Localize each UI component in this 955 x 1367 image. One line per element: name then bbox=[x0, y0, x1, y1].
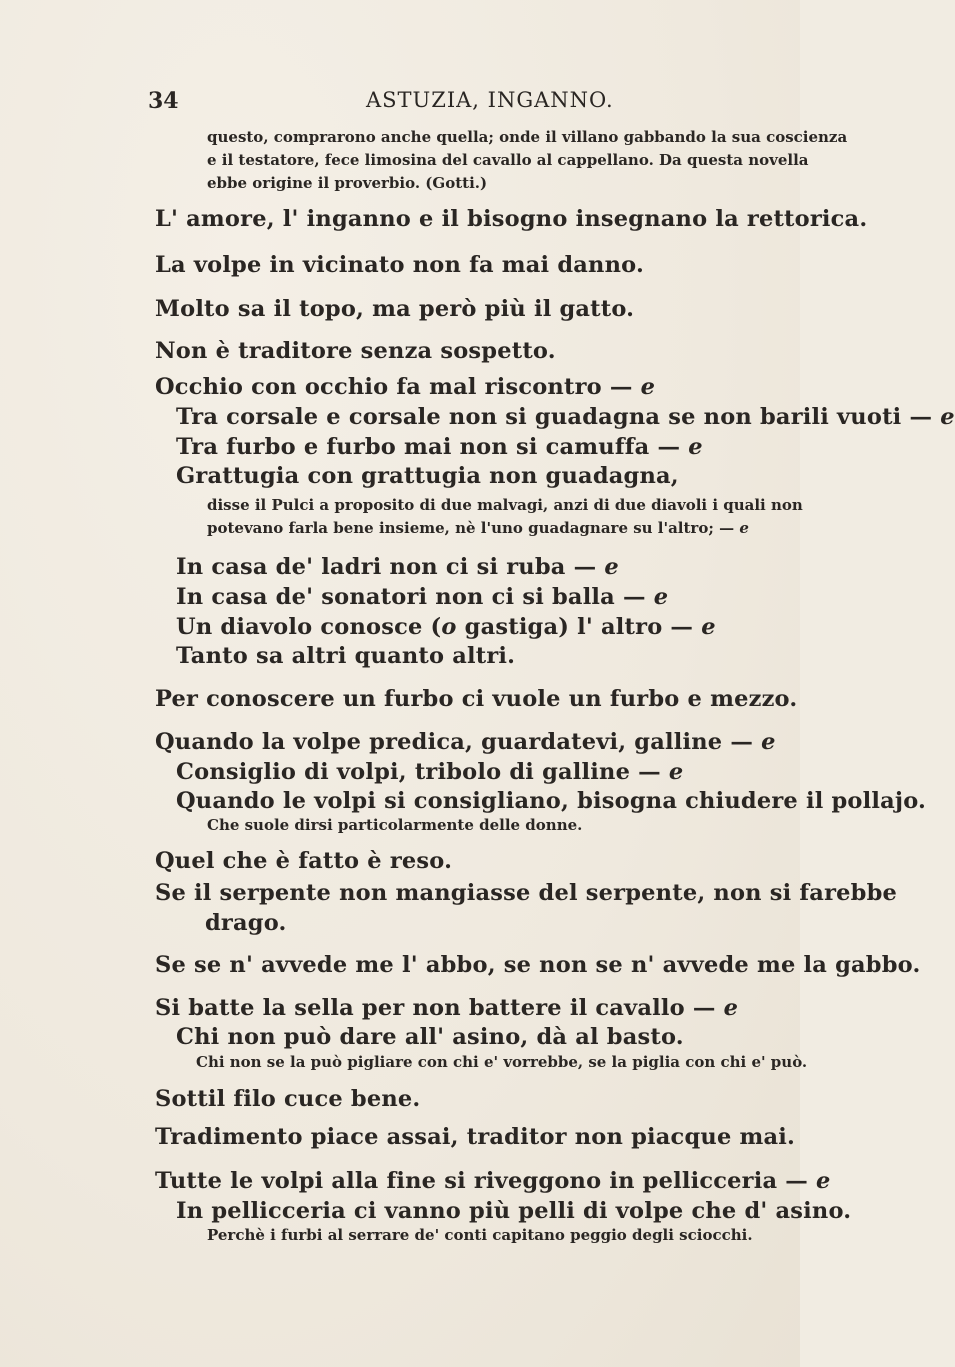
proverb-line: Consiglio di volpi, tribolo di galline — e bbox=[176, 759, 684, 785]
note-line: Chi non se la può pigliare con chi e' vorrebbe, se la piglia con chi e' può. bbox=[196, 1053, 808, 1071]
proverb-line: Tutte le volpi alla fine si riveggono in pellicceria — e bbox=[155, 1168, 831, 1194]
proverb-line: Tanto sa altri quanto altri. bbox=[176, 643, 516, 669]
proverb-line: Per conoscere un furbo ci vuole un furbo e mezzo. bbox=[155, 686, 798, 712]
note-line: ebbe origine il proverbio. (Gotti.) bbox=[207, 174, 488, 192]
connector-e: e bbox=[761, 729, 776, 755]
connector-e: e bbox=[739, 519, 749, 537]
page-number: 34 bbox=[148, 88, 179, 114]
note-line: questo, comprarono anche quella; onde il villano gabbando la sua coscienza bbox=[207, 128, 848, 146]
note-line: Perchè i furbi al serrare de' conti capitano peggio degli sciocchi. bbox=[207, 1226, 753, 1244]
note-line: potevano farla bene insieme, nè l'uno guadagnare su l'altro; — e bbox=[207, 519, 749, 537]
proverb-line: In casa de' sonatori non ci si balla — e bbox=[176, 584, 669, 610]
proverb-line: Non è traditore senza sospetto. bbox=[155, 338, 556, 364]
proverb-line: Quando le volpi si consigliano, bisogna chiudere il pollajo. bbox=[176, 788, 927, 814]
proverb-line: Se se n' avvede me l' abbo, se non se n' avvede me la gabbo. bbox=[155, 952, 921, 978]
proverb-line: La volpe in vicinato non fa mai danno. bbox=[155, 252, 645, 278]
connector-e: e bbox=[940, 404, 955, 430]
proverb-line: Chi non può dare all' asino, dà al basto. bbox=[176, 1024, 684, 1050]
connector-e: e bbox=[701, 614, 716, 640]
proverb-line: L' amore, l' inganno e il bisogno insegnano la rettorica. bbox=[155, 206, 868, 232]
proverb-line: Se il serpente non mangiasse del serpente, non si farebbe bbox=[155, 880, 898, 906]
connector-e: e bbox=[723, 995, 739, 1021]
proverb-line: Tra corsale e corsale non si guadagna se non barili vuoti — e bbox=[176, 404, 955, 430]
proverb-line: Sottil filo cuce bene. bbox=[155, 1086, 421, 1112]
proverb-line: Grattugia con grattugia non guadagna, bbox=[176, 463, 679, 489]
connector-e: e bbox=[604, 554, 619, 580]
note-line: e il testatore, fece limosina del cavallo al cappellano. Da questa novella bbox=[207, 151, 809, 169]
proverb-line: In casa de' ladri non ci si ruba — e bbox=[176, 554, 619, 580]
connector-e: e bbox=[668, 759, 684, 785]
connector-e: e bbox=[688, 434, 703, 460]
proverb-line: Molto sa il topo, ma però più il gatto. bbox=[155, 296, 635, 322]
chapter-title: ASTUZIA, INGANNO. bbox=[366, 88, 614, 112]
connector-e: e bbox=[640, 374, 656, 400]
proverb-line: Tradimento piace assai, traditor non piacque mai. bbox=[155, 1124, 796, 1150]
proverb-line: Un diavolo conosce (o gastiga) l' altro — e bbox=[176, 614, 716, 640]
proverb-line: Si batte la sella per non battere il cavallo — e bbox=[155, 995, 739, 1021]
note-line: disse il Pulci a proposito di due malvagi, anzi di due diavoli i quali non bbox=[207, 496, 803, 514]
connector-e: e bbox=[816, 1168, 831, 1194]
connector-e: e bbox=[653, 584, 669, 610]
proverb-line: In pellicceria ci vanno più pelli di volpe che d' asino. bbox=[176, 1198, 852, 1224]
proverb-line: Occhio con occhio fa mal riscontro — e bbox=[155, 374, 656, 400]
proverb-line: drago. bbox=[205, 910, 287, 936]
proverb-line: Tra furbo e furbo mai non si camuffa — e bbox=[176, 434, 703, 460]
running-head bbox=[148, 88, 788, 118]
proverb-line: Quando la volpe predica, guardatevi, galline — e bbox=[155, 729, 776, 755]
note-line: Che suole dirsi particolarmente delle donne. bbox=[207, 816, 583, 834]
proverb-line: Quel che è fatto è reso. bbox=[155, 848, 453, 874]
